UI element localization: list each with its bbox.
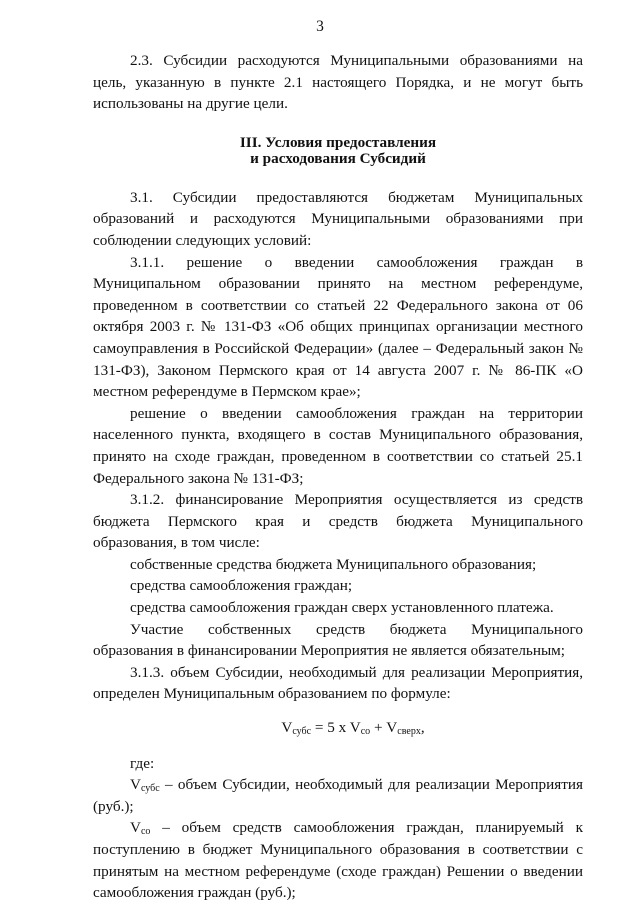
- formula-tail: ,: [420, 719, 425, 737]
- formula-mid: = 5 x V: [311, 719, 361, 737]
- definition-v-subs: [93, 774, 583, 817]
- where-label: где:: [130, 754, 155, 772]
- paragraph-decision-assembly: решение о введении самообложения граждан на территории населенного пункта, входящего в состав Муниципального образования, принято на сходе граждан, проведенном в соответствии со статьей 25.1 Федерального закона № 131-ФЗ;: [93, 404, 583, 487]
- formula-v-subs: V: [281, 719, 293, 737]
- definition-v-so-sub: со: [140, 826, 151, 838]
- definition-v-so-text: – объем средств самообложения граждан, планируемый к поступлению в бюджет Муниципального образования в соответствии с принятым на местном референдуме (сходе граждан) Решении о введении самообложения граждан (руб.);: [93, 819, 583, 902]
- definition-v-so: [93, 817, 583, 903]
- paragraph-participation: Участие собственных средств бюджета Муниципального образования в финансировании Мероприятия не является обязательным;: [93, 620, 583, 660]
- formula-sub-so: со: [360, 726, 371, 738]
- paragraph-3-1-2: 3.1.2. финансирование Мероприятия осуществляется из средств бюджета Пермского края и средств бюджета Муниципального образования, в том числе:: [93, 491, 583, 552]
- section-heading: [93, 135, 583, 167]
- list-item-self-taxation: средства самообложения граждан;: [130, 577, 353, 595]
- definition-v-subs-text: – объем Субсидии, необходимый для реализации Мероприятия (руб.);: [93, 776, 583, 815]
- section-heading-line-2: и расходования Субсидий: [250, 149, 426, 167]
- list-item-self-taxation-extra: средства самообложения граждан сверх установленного платежа.: [130, 599, 554, 617]
- paragraph-2-3: 2.3. Субсидии расходуются Муниципальными образованиями на цель, указанную в пункте 2.1 настоящего Порядка, и не могут быть использованы на другие цели.: [93, 52, 583, 113]
- paragraph-3-1-3: 3.1.3. объем Субсидии, необходимый для реализации Мероприятия, определен Муниципальным образованием по формуле:: [93, 663, 583, 703]
- list-item-own-funds: собственные средства бюджета Муниципального образования;: [130, 555, 537, 573]
- definition-v-subs-symbol: V: [130, 776, 141, 794]
- paragraph-3-1: 3.1. Субсидии предоставляются бюджетам Муниципальных образований и расходуются Муниципальными образованиями при соблюдении следующих условий:: [93, 188, 583, 249]
- definition-v-so-symbol: V: [130, 819, 141, 837]
- formula-sub-sverh: сверх: [397, 726, 421, 738]
- subsidy-formula: [93, 717, 583, 739]
- paragraph-3-1-1: 3.1.1. решение о введении самообложения граждан в Муниципальном образовании принято на местном референдуме, проведенном в соответствии со статьей 22 Федерального закона от 06 октября 2003 г. № 131-ФЗ «Об общих принципах организации местного самоуправления в Российской Федерации» (далее – Федеральный закон № 131-ФЗ), Законом Пермского края от 14 августа 2007 г. № 86-ПК «О местном референдуме в Пермском крае»;: [93, 253, 583, 401]
- definition-v-subs-sub: субс: [140, 783, 160, 795]
- document-body: [93, 50, 583, 904]
- formula-plus: + V: [370, 719, 398, 737]
- page-number: 3: [316, 18, 324, 35]
- formula-sub-subs: субс: [292, 726, 312, 738]
- section-heading-line-1: III. Условия предоставления: [239, 133, 437, 151]
